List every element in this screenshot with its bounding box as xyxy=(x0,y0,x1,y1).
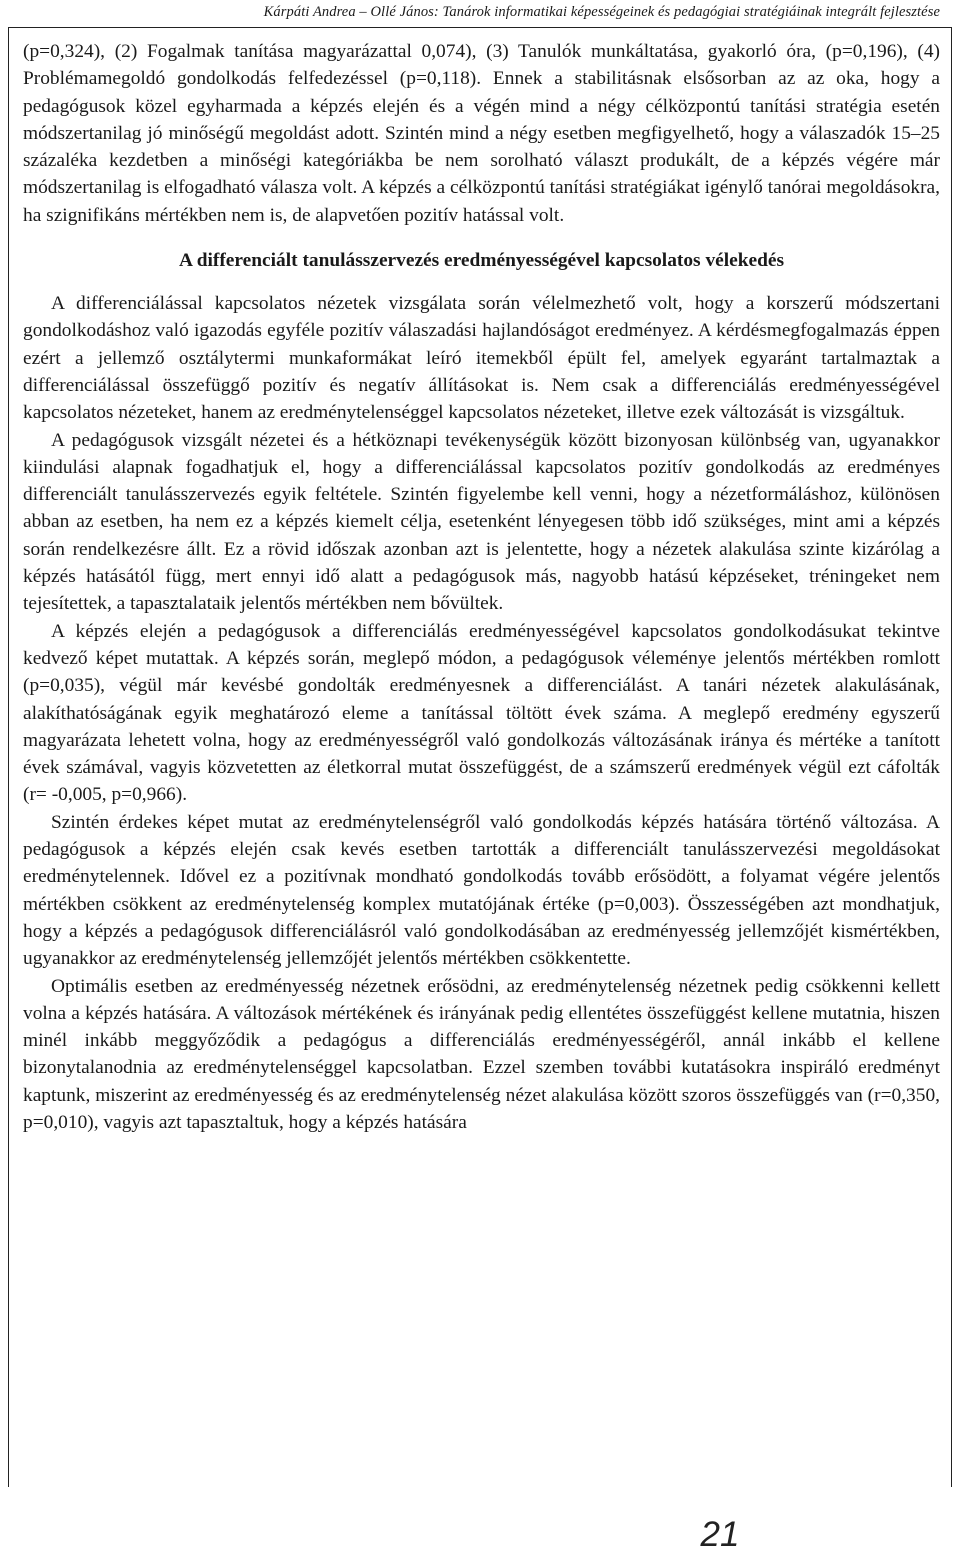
header-rule xyxy=(8,27,952,28)
paragraph: Szintén érdekes képet mutat az eredménytelenségről való gondolkodás képzés hatására történő változása. A pedagógusok a képzés elején csak kevés esetben tartották a differenciált tanulásszervezési megoldásokat eredménytelennek. Idővel ez a pozitívnak mondható gondolkodás tovább erősödött, a folyamat végére jelentős mértékben csökkent az eredménytelenség komplex mutatójának értéke (p=0,003). Összességében azt mondhatjuk, hogy a képzés a pedagógusok differenciálásról való gondolkodásában az eredményesség jellemzőjét kismértékben, ugyanakkor az eredménytelenség jellemzőjét jelentős mértékben csökkentette. xyxy=(23,811,940,970)
right-margin-rule xyxy=(951,27,952,1487)
left-margin-rule xyxy=(8,27,9,1487)
paragraph: A képzés elején a pedagógusok a differenciálás eredményességével kapcsolatos gondolkodásukat tekintve kedvező képet mutattak. A képzés során, meglepő módon, a pedagógusok véleménye jelentős mértékben romlott (p=0,035), végül már kevésbé gondolták eredményesnek a differenciálást. A tanári nézetek alakulásának, alakíthatóságának egyik meghatározó eleme a tanítással töltött évek száma. A meglepő eredmény egyszerű magyarázata lehetett volna, hogy az eredményességről való gondolkozás változásának iránya és mértéke a tanított évek számával, vagyis közvetetten az életkorral mutat összefüggést, de a számszerű eredmények végül ezt cáfolták (r= -0,005, p=0,966). xyxy=(23,620,940,806)
page-number: 21 xyxy=(700,1515,740,1554)
paragraph: A pedagógusok vizsgált nézetei és a hétköznapi tevékenységük között bizonyosan különbség van, ugyanakkor kiindulási alapnak fogadhatjuk el, hogy a differenciálással kapcsolatos pozitív gondolkodás az eredményes differenciált tanulásszervezés egyik feltétele. Szintén figyelembe kell venni, hogy a nézetformáláshoz, különösen abban az esetben, ha nem ez a képzés kiemelt célja, esetenként lényegesen több idő szükséges, mint ami a képzés során rendelkezésre állt. Ez a rövid időszak azonban azt is jelentette, hogy a nézetek alakulása szinte kizárólag a képzés hatásától függ, mert ennyi idő alatt a pedagógusok más, nagyobb hatású képzéseket, tréningeket nem tejesítettek, a tapasztalataik jelentős mértékben nem bővültek. xyxy=(23,429,940,615)
section-heading: A differenciált tanulásszervezés eredményességével kapcsolatos vélekedés xyxy=(178,250,785,272)
page-body xyxy=(23,38,940,1136)
paragraph: Optimális esetben az eredményesség nézetnek erősödni, az eredménytelenség nézetnek pedig csökkenni kellett volna a képzés hatására. A változások mértékének és irányának pedig ellentétes összefüggést kellene mutatnia, hiszen minél inkább meggyőződik a pedagógus a differenciálás eredményességéről, annál inkább el kellene bizonytalanodnia az eredménytelenséggel kapcsolatban. Ezzel szemben további kutatásokra inspiráló eredményt kaptunk, miszerint az eredményesség és az eredménytelenség nézet alakulása között szoros összefüggés van (r=0,350, p=0,010), vagyis azt tapasztaltuk, hogy a képzés hatására xyxy=(23,975,940,1133)
paragraph: A differenciálással kapcsolatos nézetek vizsgálata során vélelmezhető volt, hogy a korszerű módszertani gondolkodáshoz való igazodás egyféle pozitív válaszadási hajlandóságot eredményez. A kérdésmegfogalmazás éppen ezért a jellemző osztálytermi munkaformákat leíró itemekből épült fel, amelyek egyaránt tartalmaztak a differenciálással összefüggő pozitív és negatív állításokat is. Nem csak a differenciálás eredményességével kapcsolatos nézeteket, hanem az eredménytelenséggel kapcsolatos nézeteket, illetve ezek változását is vizsgáltuk. xyxy=(23,293,940,424)
paragraph-intro: (p=0,324), (2) Fogalmak tanítása magyarázattal 0,074), (3) Tanulók munkáltatása, gyakorló óra, (p=0,196), (4) Problémamegoldó gondolkodás felfedezéssel (p=0,118). Ennek a stabilitásnak elsősorban az az oka, hogy a pedagógusok közel egyharmada a képzés elején és a végén mind a négy célközpontú tanítási stratégia esetén módszertanilag jó minőségű megoldást adott. Szintén mind a négy esetben megfigyelhető, hogy a válaszadók 15–25 százaléka kezdetben a minőségi kategóriákba be nem sorolható választ produkált, de a képzés végére már módszertanilag is elfogadható válasza volt. A képzés a célközpontú tanítási stratégiákat igénylő tanórai megoldásokra, ha szignifikáns mértékben nem is, de alapvetően pozitív hatással volt. xyxy=(23,41,940,226)
running-head: Kárpáti Andrea – Ollé János: Tanárok informatikai képességeinek és pedagógiai stratégiáinak integrált fejlesztése xyxy=(263,4,940,20)
